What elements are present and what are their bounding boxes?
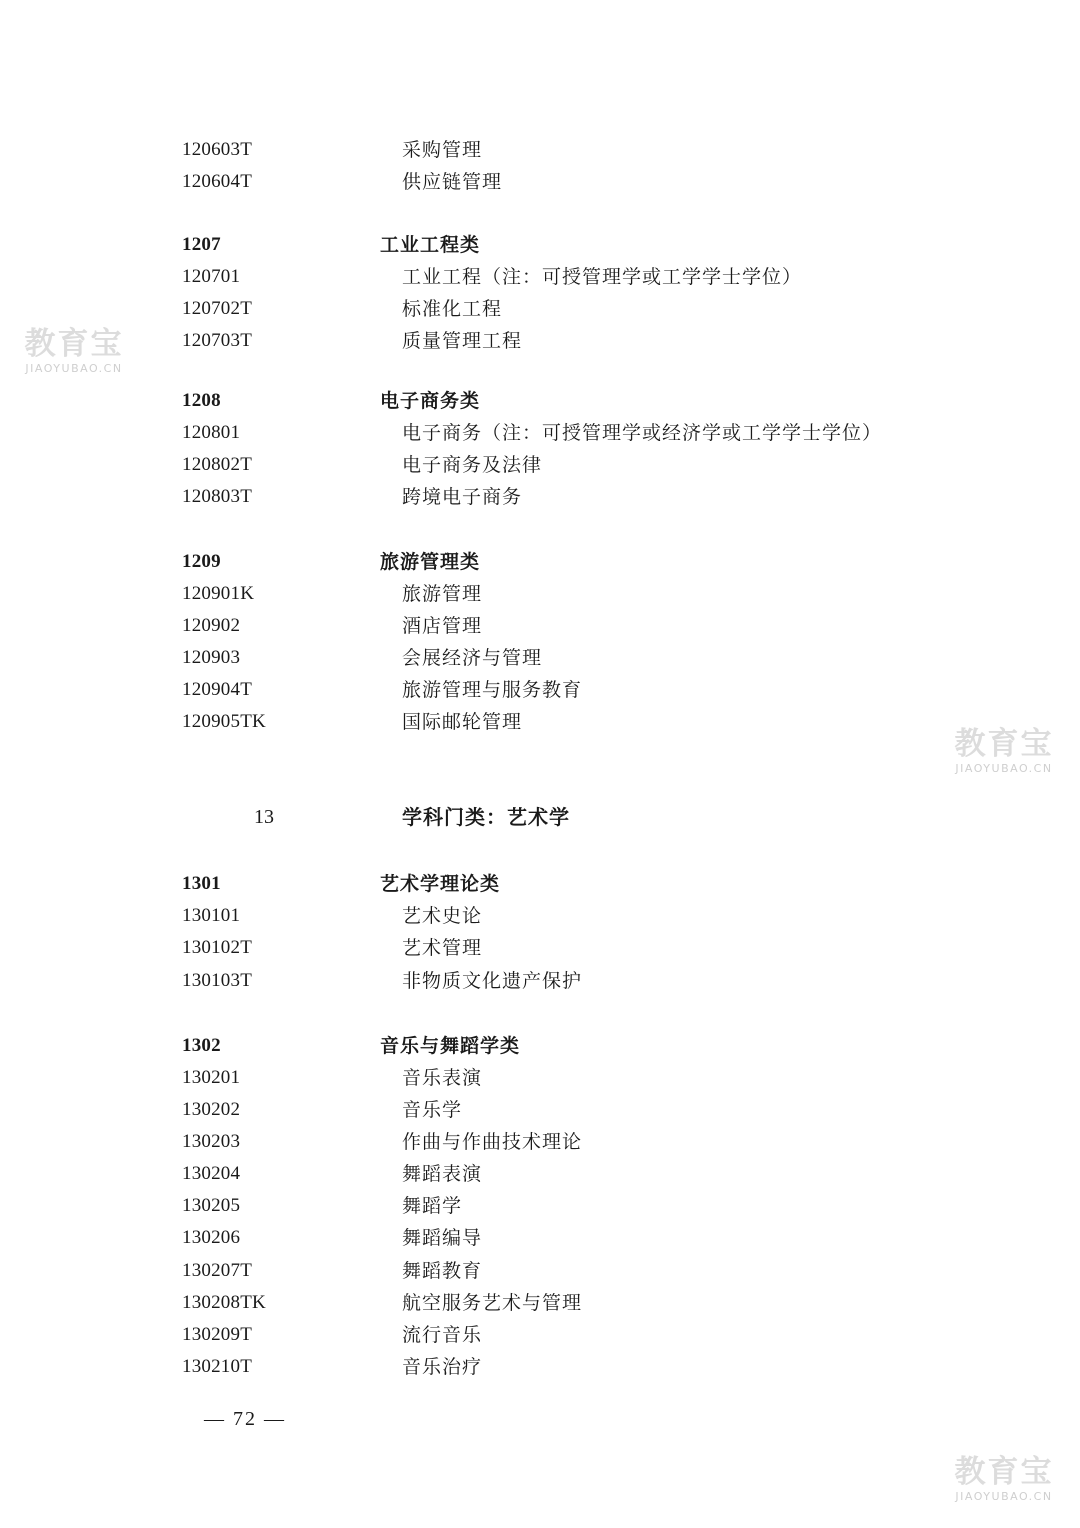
major-code: 130103T xyxy=(182,970,253,991)
major-row xyxy=(0,1126,1080,1158)
watermark-text: 教育宝 xyxy=(24,326,124,362)
major-row xyxy=(0,610,1080,642)
major-name: 艺术管理 xyxy=(402,937,483,959)
watermark-logo xyxy=(944,726,1064,776)
discipline-heading xyxy=(0,800,1080,834)
major-name: 舞蹈编导 xyxy=(402,1227,483,1249)
major-code: 130210T xyxy=(182,1356,253,1377)
major-name: 跨境电子商务 xyxy=(402,486,523,508)
major-row xyxy=(0,965,1080,997)
watermark-logo xyxy=(944,1454,1064,1504)
major-row xyxy=(0,642,1080,674)
category-code: 1209 xyxy=(182,551,221,572)
major-code: 130204 xyxy=(182,1163,241,1184)
major-code: 130101 xyxy=(182,905,241,926)
watermark-text: 教育宝 xyxy=(954,1454,1054,1490)
major-name: 标准化工程 xyxy=(402,298,503,320)
major-name: 质量管理工程 xyxy=(402,330,523,352)
major-code: 130208TK xyxy=(182,1292,266,1313)
page-number: — 72 — xyxy=(204,1408,286,1430)
major-code: 120603T xyxy=(182,139,253,160)
category-row xyxy=(0,868,1080,900)
watermark-url: JIAOYUBAO.CN xyxy=(955,1490,1053,1503)
discipline-title: 学科门类：艺术学 xyxy=(402,805,570,829)
major-name: 作曲与作曲技术理论 xyxy=(402,1131,583,1153)
major-row xyxy=(0,578,1080,610)
major-row xyxy=(0,1158,1080,1190)
major-row xyxy=(0,166,1080,198)
major-row xyxy=(0,706,1080,738)
major-name: 舞蹈教育 xyxy=(402,1260,483,1282)
category-row xyxy=(0,546,1080,578)
major-name: 旅游管理与服务教育 xyxy=(402,679,583,701)
major-code: 120801 xyxy=(182,422,241,443)
major-code: 120902 xyxy=(182,615,241,636)
major-row xyxy=(0,1319,1080,1351)
major-row xyxy=(0,1190,1080,1222)
major-row xyxy=(0,900,1080,932)
category-name: 电子商务类 xyxy=(380,390,481,412)
major-code: 120802T xyxy=(182,454,253,475)
major-row xyxy=(0,134,1080,166)
major-name: 电子商务及法律 xyxy=(402,454,543,476)
major-row xyxy=(0,1094,1080,1126)
watermark-url: JIAOYUBAO.CN xyxy=(25,362,123,375)
major-code: 130102T xyxy=(182,937,253,958)
watermark-url: JIAOYUBAO.CN xyxy=(955,762,1053,775)
major-row xyxy=(0,293,1080,325)
major-row xyxy=(0,932,1080,964)
major-code: 130202 xyxy=(182,1099,241,1120)
major-code: 120904T xyxy=(182,679,253,700)
category-code: 1301 xyxy=(182,873,221,894)
major-code: 130203 xyxy=(182,1131,241,1152)
category-row xyxy=(0,385,1080,417)
major-code: 120905TK xyxy=(182,711,266,732)
major-name: 供应链管理 xyxy=(402,171,503,193)
major-row xyxy=(0,449,1080,481)
major-row xyxy=(0,417,1080,449)
major-name: 非物质文化遗产保护 xyxy=(402,970,583,992)
major-name: 舞蹈表演 xyxy=(402,1163,483,1185)
major-name: 音乐学 xyxy=(402,1099,463,1121)
major-row xyxy=(0,1062,1080,1094)
major-code: 130207T xyxy=(182,1260,253,1281)
category-name: 音乐与舞蹈学类 xyxy=(380,1035,521,1057)
major-name: 会展经济与管理 xyxy=(402,647,543,669)
category-code: 1208 xyxy=(182,390,221,411)
major-name: 航空服务艺术与管理 xyxy=(402,1292,583,1314)
watermark-logo xyxy=(14,326,134,376)
major-name: 旅游管理 xyxy=(402,583,483,605)
category-name: 工业工程类 xyxy=(380,234,481,256)
category-row xyxy=(0,1030,1080,1062)
major-name: 国际邮轮管理 xyxy=(402,711,523,733)
major-name: 酒店管理 xyxy=(402,615,483,637)
major-code: 130205 xyxy=(182,1195,241,1216)
major-row xyxy=(0,1222,1080,1254)
major-name: 艺术史论 xyxy=(402,905,483,927)
category-code: 1207 xyxy=(182,234,221,255)
category-name: 艺术学理论类 xyxy=(380,873,501,895)
major-code: 120803T xyxy=(182,486,253,507)
major-row xyxy=(0,1255,1080,1287)
major-code: 130206 xyxy=(182,1227,241,1248)
major-row xyxy=(0,1287,1080,1319)
major-row xyxy=(0,1351,1080,1383)
major-row xyxy=(0,325,1080,357)
major-name: 电子商务（注：可授管理学或经济学或工学学士学位） xyxy=(402,422,883,444)
major-code: 120702T xyxy=(182,298,253,319)
category-row xyxy=(0,229,1080,261)
major-row xyxy=(0,261,1080,293)
major-code: 120901K xyxy=(182,583,255,604)
major-code: 120701 xyxy=(182,266,241,287)
major-code: 130209T xyxy=(182,1324,253,1345)
major-name: 音乐治疗 xyxy=(402,1356,483,1378)
major-name: 舞蹈学 xyxy=(402,1195,463,1217)
category-name: 旅游管理类 xyxy=(380,551,481,573)
watermark-text: 教育宝 xyxy=(954,726,1054,762)
major-row xyxy=(0,481,1080,513)
major-name: 工业工程（注：可授管理学或工学学士学位） xyxy=(402,266,803,288)
major-code: 130201 xyxy=(182,1067,241,1088)
major-code: 120604T xyxy=(182,171,253,192)
major-name: 音乐表演 xyxy=(402,1067,483,1089)
discipline-code: 13 xyxy=(254,806,274,828)
major-name: 采购管理 xyxy=(402,139,483,161)
major-name: 流行音乐 xyxy=(402,1324,483,1346)
major-row xyxy=(0,674,1080,706)
major-code: 120903 xyxy=(182,647,241,668)
category-code: 1302 xyxy=(182,1035,221,1056)
major-code: 120703T xyxy=(182,330,253,351)
